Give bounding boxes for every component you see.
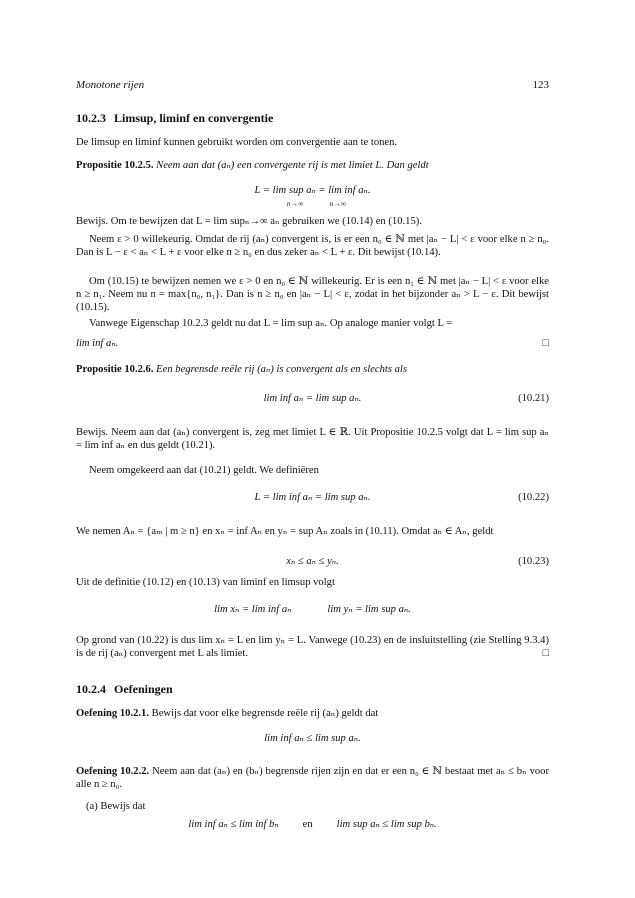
proof-2-paragraph-2: Neem omgekeerd aan dat (10.21) geldt. We definiëren <box>89 465 319 476</box>
proof-2-paragraph-3: We nemen Aₙ = {aₘ | m ≥ n} en xₙ = inf Aₙ en yₙ = sup Aₙ zoals in (10.11). Omdat aₙ ∈ Aₙ, geldt <box>76 526 494 537</box>
equation-10-22: L = lim inf aₙ = lim sup aₙ. (10.22) <box>254 492 549 503</box>
proposition-label: Propositie 10.2.6. <box>76 364 154 375</box>
equation-limits: lim xₙ = lim inf aₙ lim yₙ = lim sup aₙ. <box>214 604 411 615</box>
page <box>76 0 549 898</box>
proof-1-liminf: lim inf aₙ. <box>76 338 119 349</box>
proposition-2 <box>76 363 549 376</box>
section-title: Oefeningen <box>114 682 173 696</box>
qed-symbol: □ <box>542 648 549 659</box>
proposition-text: Een begrensde reële rij (aₙ) is convergent als en slechts als <box>156 364 407 375</box>
section-title: Limsup, liminf en convergentie <box>114 111 274 125</box>
qed-symbol: □ <box>542 338 549 349</box>
proof-1-line-1: Bewijs. Om te bewijzen dat L = lim supₙ→∞ aₙ gebruiken we (10.14) en (10.15). <box>76 216 422 227</box>
equation-10-21: lim inf aₙ = lim sup aₙ. (10.21) <box>263 393 549 404</box>
equation-number: (10.21) <box>518 393 549 404</box>
equation-limsup-liminf: L = lim sup aₙ = lim inf aₙ. <box>254 185 371 196</box>
exercise-text: Bewijs dat voor elke begrensde reële rij (aₙ) geldt dat <box>151 708 379 719</box>
intro-paragraph: De limsup en liminf kunnen gebruikt worden om convergentie aan te tonen. <box>76 137 398 148</box>
exercise-label: Oefening 10.2.1. <box>76 708 149 719</box>
proof-2-paragraph-4: Uit de definitie (10.12) en (10.13) van liminf en limsup volgt <box>76 577 335 588</box>
proof-2-paragraph-5: Op grond van (10.22) is dus lim xₙ = L en lim yₙ = L. Vanwege (10.23) en de insluitstelling (zie Stelling 9.3.4) is de rij (aₙ) convergent met L als limiet. □ <box>76 635 549 659</box>
proposition-label: Propositie 10.2.5. <box>76 160 154 171</box>
section-heading-1 <box>76 112 549 125</box>
proof-1-paragraph-3: Om (10.15) te bewijzen nemen we ε > 0 en n₀ ∈ ℕ willekeurig. Er is een n₁ ∈ ℕ met |aₙ − L| < ε voor elke n ≥ n₁. Neem nu n = max{n₀, n₁}. Dan is n ≥ n₀ en |aₙ − L| < ε, zodat in het bijzonder aₙ > L − ε. Dit bewijst (10.15). <box>76 276 549 313</box>
proposition-1 <box>76 159 549 172</box>
proof-1-paragraph-4: Vanwege Eigenschap 10.2.3 geldt nu dat L = lim sup aₙ. Op analoge manier volgt L = <box>89 318 453 329</box>
exercise-2-item-a: (a) Bewijs dat <box>86 801 146 812</box>
equation-number: (10.23) <box>518 556 549 567</box>
proposition-text: Neem aan dat (aₙ) een convergente rij is met limiet L. Dan geldt <box>156 160 429 171</box>
exercise-label: Oefening 10.2.2. <box>76 766 150 777</box>
section-number: 10.2.3 <box>76 111 106 125</box>
exercise-1 <box>76 707 549 720</box>
exercise-2 <box>76 765 549 791</box>
proof-2-paragraph-1: Bewijs. Neem aan dat (aₙ) convergent is, zeg met limiet L ∈ ℝ. Uit Propositie 10.2.5 volgt dat L = lim sup aₙ = lim inf aₙ en dus geldt (10.21). <box>76 427 549 451</box>
equation-number: (10.22) <box>518 492 549 503</box>
page-number: 123 <box>532 79 549 91</box>
proof-1-last-line <box>76 337 549 350</box>
running-header <box>76 79 549 92</box>
exercise-1-equation: lim inf aₙ ≤ lim sup aₙ. <box>264 733 361 744</box>
section-heading-2 <box>76 683 549 696</box>
exercise-2-equation: lim inf aₙ ≤ lim inf bₙ en lim sup aₙ ≤ lim sup bₙ. <box>188 819 437 830</box>
exercise-text: Neem aan dat (aₙ) en (bₙ) begrensde rijen zijn en dat er een n₀ ∈ ℕ bestaat met aₙ ≤ bₙ voor alle n ≥ n₀. <box>76 766 549 790</box>
equation-subscript: n→∞ n→∞ <box>286 199 347 208</box>
section-number: 10.2.4 <box>76 682 106 696</box>
proof-1-paragraph-2: Neem ε > 0 willekeurig. Omdat de rij (aₙ) convergent is, is er een n₀ ∈ ℕ met |aₙ − L| < ε voor elke n ≥ n₀. Dan is L − ε < aₙ < L + ε voor elke n ≥ n₀ en dus zeker aₙ < L + ε. Dit bewijst (10.14). <box>76 234 549 258</box>
equation-10-23: xₙ ≤ aₙ ≤ yₙ. (10.23) <box>286 556 549 567</box>
running-title: Monotone rijen <box>76 79 145 91</box>
